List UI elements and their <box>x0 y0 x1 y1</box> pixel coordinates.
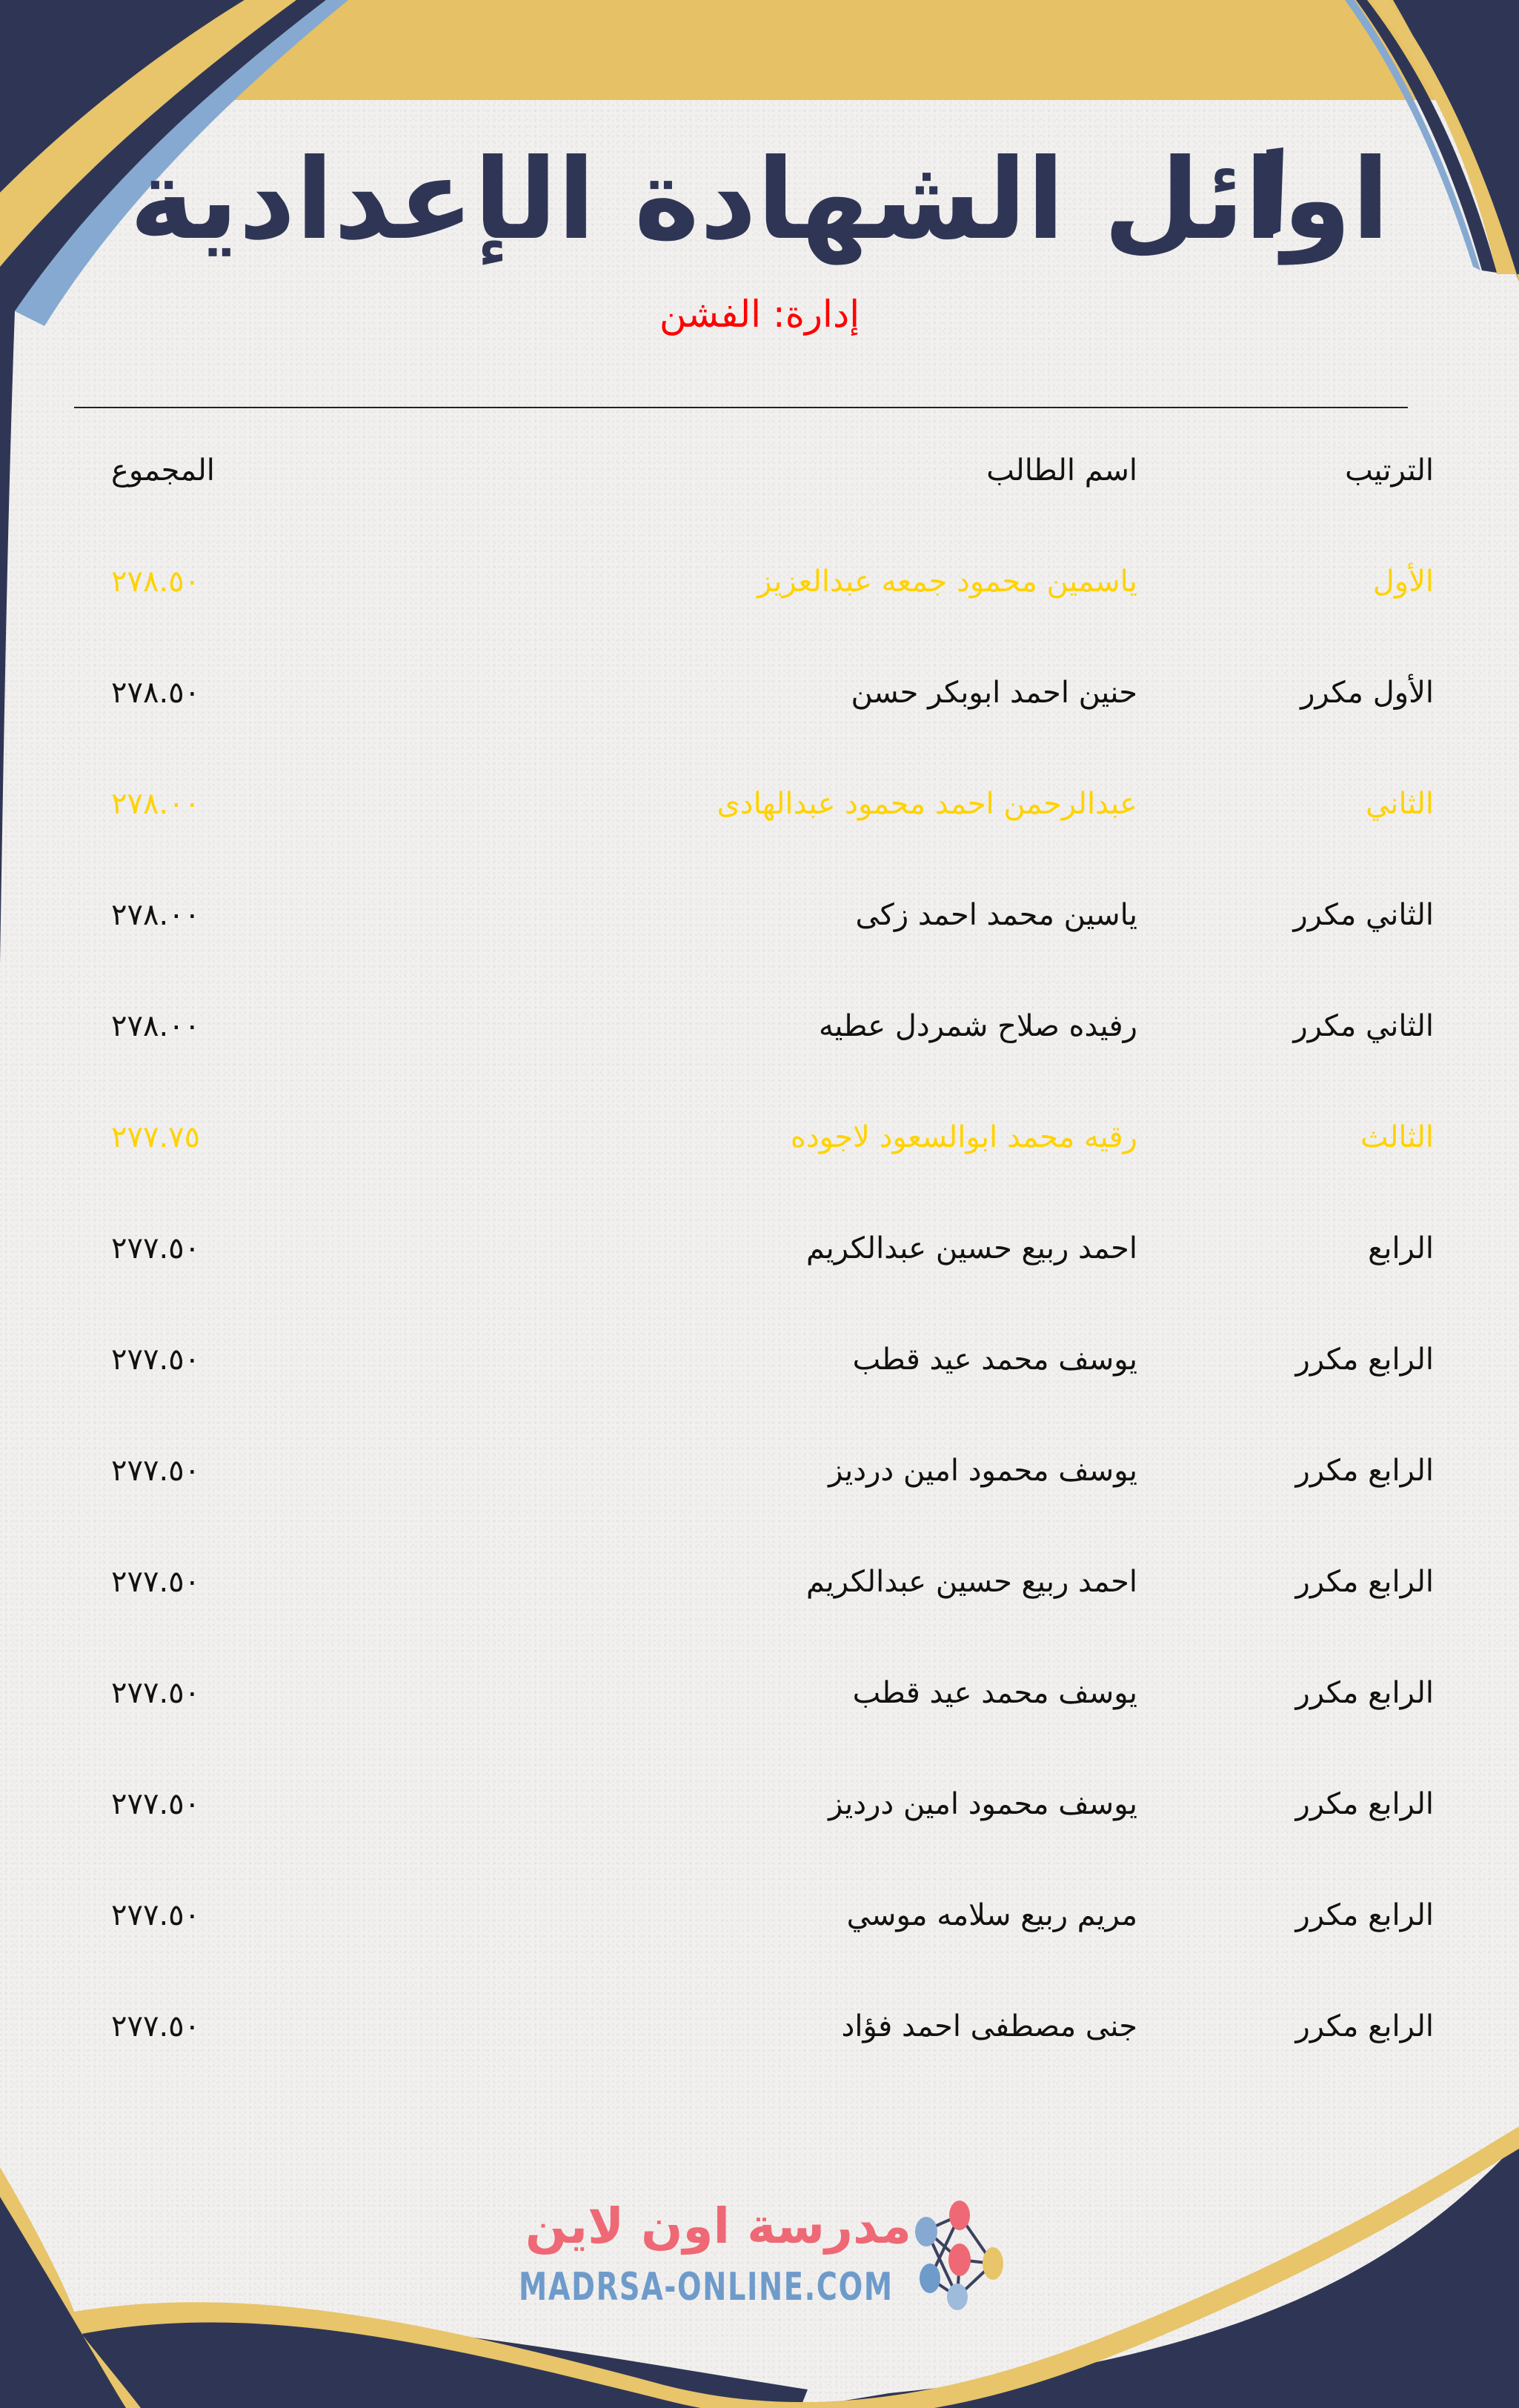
row-rank: الرابع <box>1368 1231 1434 1265</box>
row-student-name: مريم ربيع سلامه موسي <box>846 1898 1137 1932</box>
row-score: ٢٧٧.٧٥ <box>111 1120 201 1154</box>
row-student-name: احمد ربيع حسين عبدالكريم <box>806 1231 1137 1265</box>
molecule-network-icon <box>911 2201 1008 2312</box>
row-student-name: يوسف محمود امين درديز <box>828 1454 1137 1488</box>
row-score: ٢٧٧.٥٠ <box>111 2009 201 2043</box>
row-rank: الثالث <box>1360 1120 1434 1154</box>
row-rank: الرابع مكرر <box>1295 1898 1434 1932</box>
table-row <box>0 774 1519 885</box>
table-row <box>0 885 1519 997</box>
row-score: ٢٧٨.٥٠ <box>111 565 201 599</box>
page-title: اوائل الشهادة الإعدادية <box>129 136 1390 265</box>
row-student-name: يوسف محمد عيد قطب <box>852 1343 1137 1377</box>
row-rank: الرابع مكرر <box>1295 1676 1434 1710</box>
administration-subtitle: إدارة: الفشن <box>659 293 860 336</box>
column-header-rank: الترتيب <box>1345 453 1434 488</box>
table-row <box>0 1330 1519 1441</box>
row-score: ٢٧٧.٥٠ <box>111 1343 201 1377</box>
row-score: ٢٧٧.٥٠ <box>111 1454 201 1488</box>
row-rank: الرابع مكرر <box>1295 1454 1434 1488</box>
row-student-name: ياسمين محمود جمعه عبدالعزيز <box>757 565 1137 599</box>
row-rank: الأول <box>1372 565 1434 599</box>
table-row <box>0 663 1519 774</box>
table-row <box>0 1219 1519 1330</box>
logo-arabic-text: مدرسة اون لاين <box>525 2198 911 2255</box>
row-student-name: ياسين محمد احمد زكى <box>855 898 1137 932</box>
header-divider <box>74 407 1408 408</box>
row-rank: الرابع مكرر <box>1295 1565 1434 1599</box>
row-rank: الأول مكرر <box>1300 676 1434 710</box>
row-student-name: رقيه محمد ابوالسعود لاجوده <box>790 1120 1137 1154</box>
table-row <box>0 1441 1519 1552</box>
row-score: ٢٧٨.٠٠ <box>111 898 201 932</box>
row-score: ٢٧٨.٠٠ <box>111 787 201 821</box>
table-row <box>0 1552 1519 1663</box>
table-row <box>0 1663 1519 1775</box>
column-header-name: اسم الطالب <box>986 453 1137 488</box>
table-row <box>0 997 1519 1108</box>
row-student-name: جنى مصطفى احمد فؤاد <box>841 2009 1137 2043</box>
row-score: ٢٧٧.٥٠ <box>111 1231 201 1265</box>
table-header-row <box>0 441 1519 552</box>
table-row <box>0 1997 1519 2108</box>
row-rank: الرابع مكرر <box>1295 1787 1434 1821</box>
row-rank: الرابع مكرر <box>1295 2009 1434 2043</box>
row-student-name: يوسف محمد عيد قطب <box>852 1676 1137 1710</box>
site-logo <box>519 2193 1008 2319</box>
top-gold-band <box>141 0 1445 100</box>
table-row <box>0 1886 1519 1997</box>
row-rank: الثاني مكرر <box>1293 898 1434 932</box>
top-students-table <box>0 441 1519 2108</box>
row-student-name: يوسف محمود امين درديز <box>828 1787 1137 1821</box>
row-score: ٢٧٨.٥٠ <box>111 676 201 710</box>
table-row <box>0 1108 1519 1219</box>
row-student-name: حنين احمد ابوبكر حسن <box>851 676 1137 710</box>
row-rank: الثاني مكرر <box>1293 1009 1434 1043</box>
row-score: ٢٧٨.٠٠ <box>111 1009 201 1043</box>
row-student-name: عبدالرحمن احمد محمود عبدالهادى <box>717 787 1137 821</box>
row-score: ٢٧٧.٥٠ <box>111 1787 201 1821</box>
row-rank: الثاني <box>1365 787 1434 821</box>
row-score: ٢٧٧.٥٠ <box>111 1898 201 1932</box>
row-student-name: احمد ربيع حسين عبدالكريم <box>806 1565 1137 1599</box>
table-row <box>0 1775 1519 1886</box>
row-score: ٢٧٧.٥٠ <box>111 1565 201 1599</box>
row-score: ٢٧٧.٥٠ <box>111 1676 201 1710</box>
row-rank: الرابع مكرر <box>1295 1343 1434 1377</box>
table-row <box>0 552 1519 663</box>
column-header-score: المجموع <box>111 453 215 488</box>
row-student-name: رفيده صلاح شمردل عطيه <box>818 1009 1137 1043</box>
logo-latin-text: MADRSA-ONLINE.COM <box>519 2265 894 2309</box>
